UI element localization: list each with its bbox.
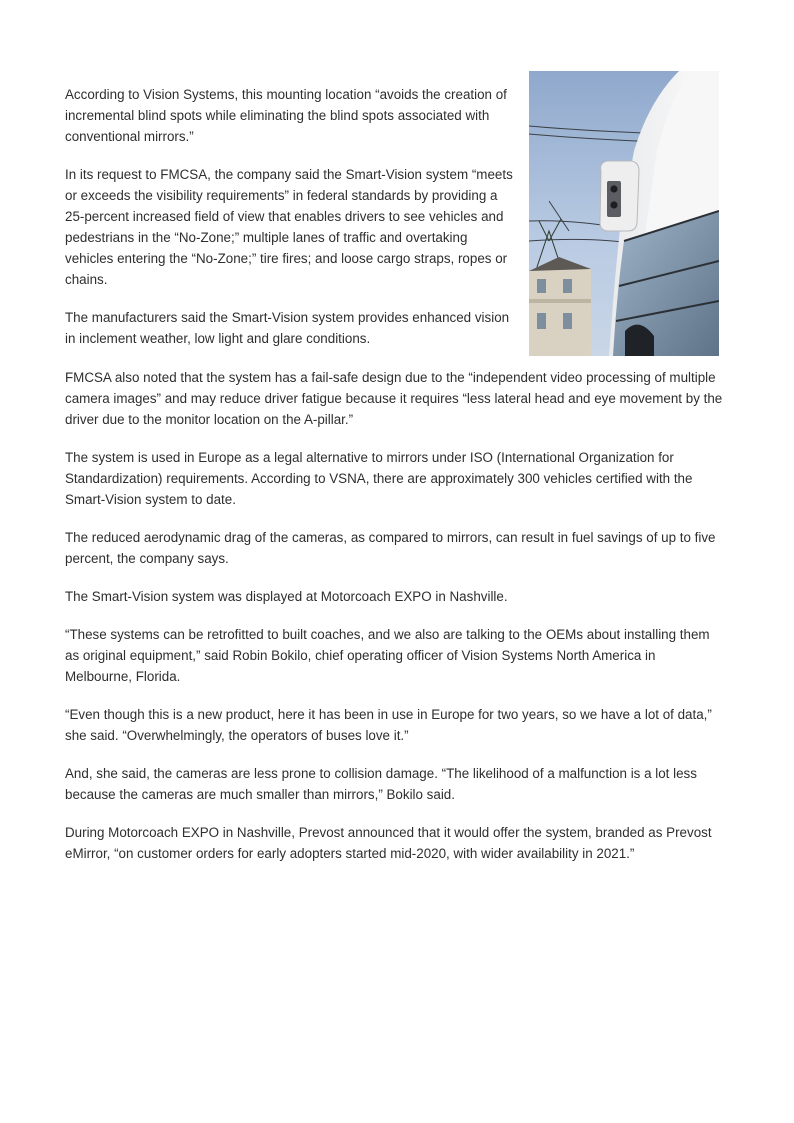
paragraph: In its request to FMCSA, the company said the Smart-Vision system “meets or exceeds the visibility requirements” in federal standards by providing a 25-percent increased field of view that enables drivers to see vehicles and pedestrians in the “No-Zone;” multiple lanes of traffic and overtaking vehicles entering the “No-Zone;” tire fires; and loose cargo straps, ropes or chains.	[65, 167, 513, 287]
paragraph: “These systems can be retrofitted to built coaches, and we also are talking to the OEMs about installing them as original equipment,” said Robin Bokilo, chief operating officer of Vision Systems North America in Melbourne, Florida.	[65, 627, 710, 684]
paragraph: The Smart-Vision system was displayed at Motorcoach EXPO in Nashville.	[65, 589, 508, 604]
body-text-column	[65, 367, 723, 881]
intro-text-column	[65, 84, 513, 366]
paragraph: The manufacturers said the Smart-Vision system provides enhanced vision in inclement weather, low light and glare conditions.	[65, 310, 510, 346]
paragraph: And, she said, the cameras are less prone to collision damage. “The likelihood of a malfunction is a lot less because the cameras are much smaller than mirrors,” Bokilo said.	[65, 766, 697, 802]
paragraph: “Even though this is a new product, here it has been in use in Europe for two years, so we have a lot of data,” she said. “Overwhelmingly, the operators of buses love it.”	[65, 707, 712, 743]
paragraph: During Motorcoach EXPO in Nashville, Prevost announced that it would offer the system, branded as Prevost eMirror, “on customer orders for early adopters started mid-2020, with wider availability in 2021.”	[65, 825, 712, 861]
paragraph: The system is used in Europe as a legal alternative to mirrors under ISO (International Organization for Standardization) requirements. According to VSNA, there are approximately 300 vehicles certified with the Smart-Vision system to date.	[65, 450, 693, 507]
paragraph: According to Vision Systems, this mounting location “avoids the creation of incremental blind spots while eliminating the blind spots associated with conventional mirrors.”	[65, 87, 507, 144]
paragraph: The reduced aerodynamic drag of the cameras, as compared to mirrors, can result in fuel savings of up to five percent, the company says.	[65, 530, 716, 566]
paragraph: FMCSA also noted that the system has a fail-safe design due to the “independent video processing of multiple camera images” and may reduce driver fatigue because it requires “less lateral head and eye movement by the driver due to the monitor location on the A-pillar.”	[65, 370, 723, 427]
camera-photo	[529, 71, 719, 356]
